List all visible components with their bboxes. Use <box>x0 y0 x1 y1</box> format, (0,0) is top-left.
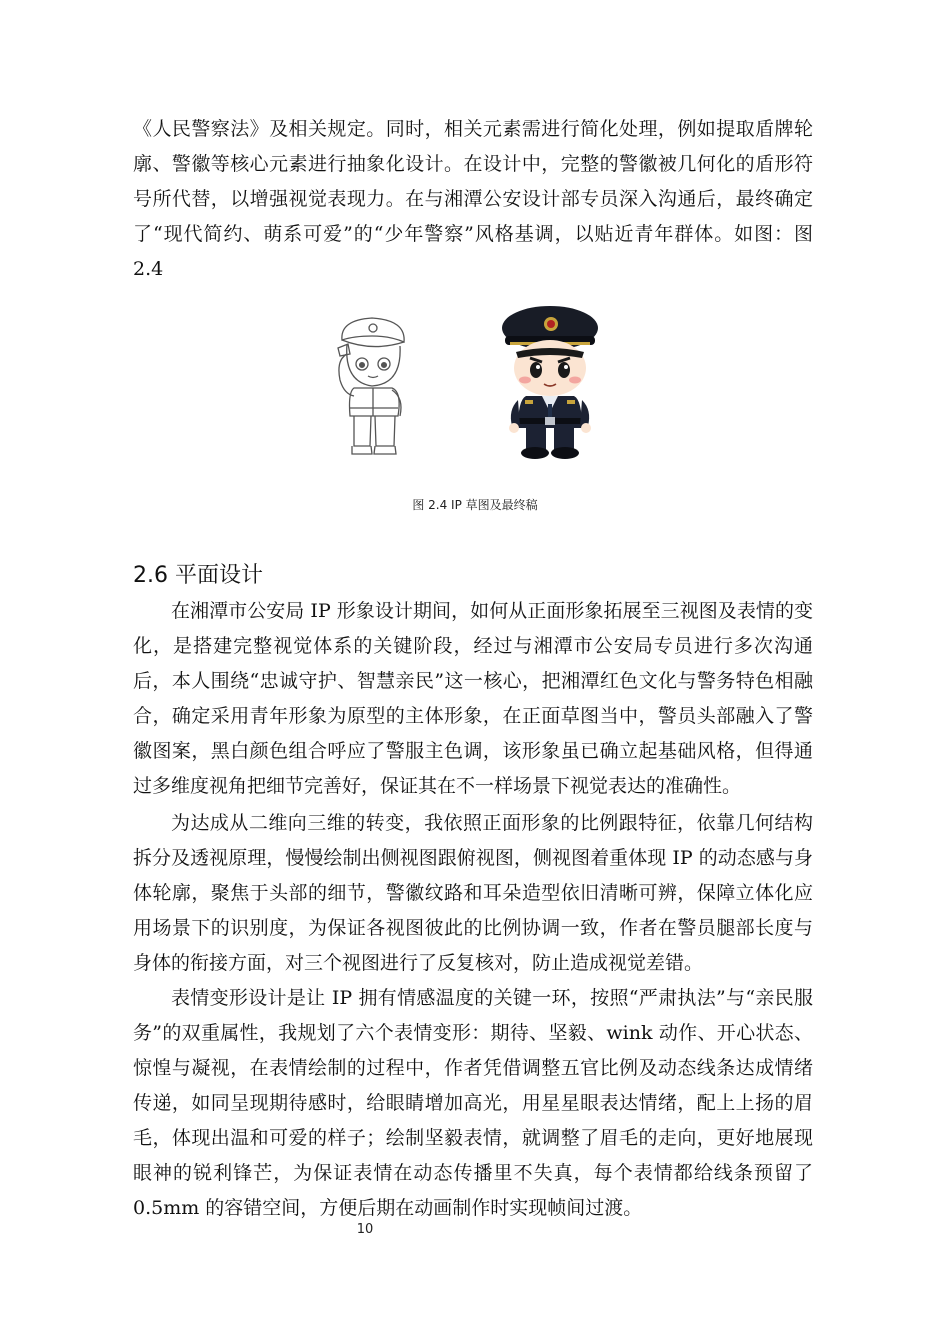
body-paragraph-2: 为达成从二维向三维的转变，我依照正面形象的比例跟特征，依靠几何结构拆分及透视原理，慢慢绘制出侧视图跟俯视图，侧视图着重体现 IP 的动态感与身体轮廓，聚焦于头部的细节，警徽纹路和耳朵造型依旧清晰可辨，保障立体化应用场景下的识别度，为保证各视图彼此的比例协调一致，作者在警员腿部长度与身体的衔接方面，对三个视图进行了反复核对，防止造成视觉差错。 <box>133 812 813 974</box>
page-number: 10 <box>356 1222 374 1237</box>
body-paragraph-intro: 《人民警察法》及相关规定。同时，相关元素需进行简化处理，例如提取盾牌轮廓、警徽等核心元素进行抽象化设计。在设计中，完整的警徽被几何化的盾形符号所代替，以增强视觉表现力。在与湘潭公安设计部专员深入沟通后，最终确定了“现代简约、萌系可爱”的“少年警察”风格基调，以贴近青年群体。如图：图 2.4 <box>133 118 813 280</box>
body-paragraph-1: 在湘潭市公安局 IP 形象设计期间，如何从正面形象拓展至三视图及表情的变化，是搭建完整视觉体系的关键阶段，经过与湘潭市公安局专员进行多次沟通后，本人围绕“忠诚守护、智慧亲民”这一核心，把湘潭红色文化与警务特色相融合，确定采用青年形象为原型的主体形象，在正面草图当中，警员头部融入了警徽图案，黑白颜色组合呼应了警服主色调，该形象虽已确立起基础风格，但得通过多维度视角把细节完善好，保证其在不一样场景下视觉表达的准确性。 <box>133 600 813 797</box>
figure-caption: 图 2.4 IP 草图及最终稿 <box>412 498 538 512</box>
final-police-character <box>502 306 598 459</box>
body-paragraph-3: 表情变形设计是让 IP 拥有情感温度的关键一环，按照“严肃执法”与“亲民服务”的双重属性，我规划了六个表情变形：期待、坚毅、wink 动作、开心状态、惊惶与凝视，在表情绘制的过程中，作者凭借调整五官比例及动态线条达成情绪传递，如同呈现期待感时，给眼睛增加高光，用星星眼表达情绪，配上上扬的眉毛，体现出温和可爱的样子；绘制坚毅表情，就调整了眉毛的走向，更好地展现眼神的锐利锋芒，为保证表情在动态传播里不失真，每个表情都给线条预留了 0.5mm 的容错空间，方便后期在动画制作时实现帧间过渡。 <box>133 987 813 1219</box>
ip-figure-drawings <box>320 300 620 470</box>
ip-figure <box>320 300 620 470</box>
sketch-police-character <box>338 318 404 454</box>
section-heading: 2.6 平面设计 <box>133 563 263 588</box>
